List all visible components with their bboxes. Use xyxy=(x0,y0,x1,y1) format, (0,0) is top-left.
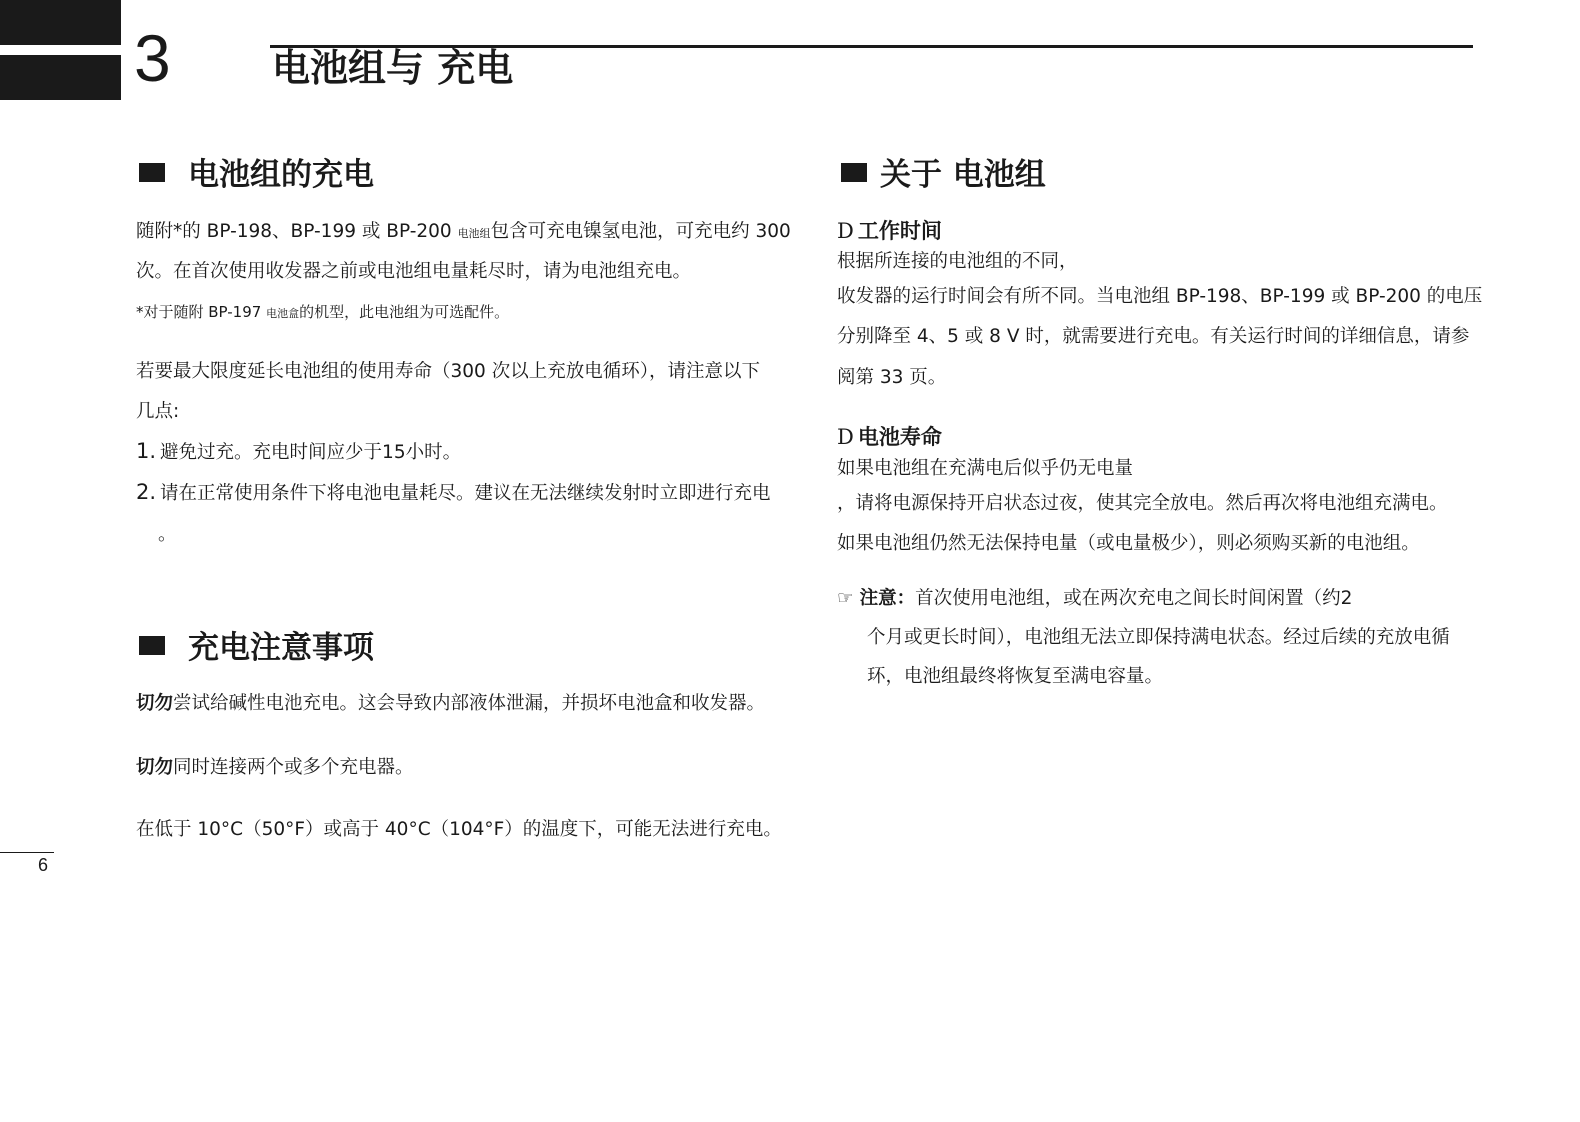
caution-paragraph-1: 切勿尝试给碱性电池充电。这会导致内部液体泄漏，并损坏电池盒和收发器。 xyxy=(136,693,766,714)
intro-small-label: 电池组 xyxy=(457,227,491,240)
page-number: 6 xyxy=(38,855,49,875)
diamond-bullet-icon: D xyxy=(837,219,854,243)
note-line-3: 环，电池组最终将恢复至满电容量。 xyxy=(867,666,1164,687)
chapter-number: 3 xyxy=(134,21,171,95)
battery-life-line-3: 如果电池组仍然无法保持电量（或电量极少），则必须购买新的电池组。 xyxy=(837,533,1420,554)
note-line-1: ☞ 注意：首次使用电池组，或在两次充电之间长时间闲置（约2 xyxy=(837,588,1353,609)
life-line-2: 几点: xyxy=(136,401,180,422)
section-heading-precautions: 充电注意事项 xyxy=(188,630,374,666)
battery-life-line-2: ，请将电源保持开启状态过夜，使其完全放电。然后再次将电池组充满电。 xyxy=(837,493,1448,514)
intro-line-2: 次。在首次使用收发器之前或电池组电量耗尽时，请为电池组充电。 xyxy=(136,261,692,282)
op-time-line-4: 阅第 33 页。 xyxy=(837,367,947,388)
intro-line-1: 随附*的 BP-198、BP-199 或 BP-200 电池组包含可充电镍氢电池，可充电约 300 xyxy=(136,221,791,242)
list-item: 2. 请在正常使用条件下将电池电量耗尽。建议在无法继续发射时立即进行充电 xyxy=(136,480,771,504)
note-label: 注意： xyxy=(859,588,916,609)
footnote-small-label: 电池盒 xyxy=(266,307,300,320)
temperature-paragraph: 在低于 10°C（50°F）或高于 40°C（104°F）的温度下，可能无法进行充电。 xyxy=(136,819,782,840)
subsection-operating-time: D 工作时间 xyxy=(837,219,942,243)
section-square-icon xyxy=(139,163,165,182)
subsection-battery-life: D 电池寿命 xyxy=(837,425,942,449)
op-time-line-3: 分别降至 4、5 或 8 V 时，就需要进行充电。有关运行时间的详细信息，请参 xyxy=(837,326,1470,347)
chapter-tab-bottom xyxy=(0,55,121,100)
chapter-title: 电池组与 充电 xyxy=(272,46,514,90)
battery-life-line-1: 如果电池组在充满电后似乎仍无电量 xyxy=(837,458,1134,479)
section-square-icon xyxy=(841,163,867,182)
caution-paragraph-2: 切勿同时连接两个或多个充电器。 xyxy=(136,757,414,778)
pointing-hand-icon: ☞ xyxy=(837,588,854,609)
note-line-2: 个月或更长时间），电池组无法立即保持满电状态。经过后续的充放电循 xyxy=(867,627,1450,648)
section-heading-charging: 电池组的充电 xyxy=(188,157,374,193)
footnote: *对于随附 BP-197 电池盒的机型，此电池组为可选配件。 xyxy=(136,303,510,321)
list-item-continuation: 。 xyxy=(158,524,177,545)
chapter-tab-top xyxy=(0,0,121,45)
op-time-line-1: 根据所连接的电池组的不同， xyxy=(837,251,1078,272)
op-time-line-2: 收发器的运行时间会有所不同。当电池组 BP-198、BP-199 或 BP-200 的电压 xyxy=(837,286,1483,307)
diamond-bullet-icon: D xyxy=(837,425,854,449)
section-heading-about: 关于 电池组 xyxy=(880,157,1046,193)
page-number-rule xyxy=(0,852,54,853)
life-line-1: 若要最大限度延长电池组的使用寿命（300 次以上充放电循环），请注意以下 xyxy=(136,361,760,382)
section-square-icon xyxy=(139,636,165,655)
list-item: 1. 避免过充。充电时间应少于15小时。 xyxy=(136,439,462,463)
